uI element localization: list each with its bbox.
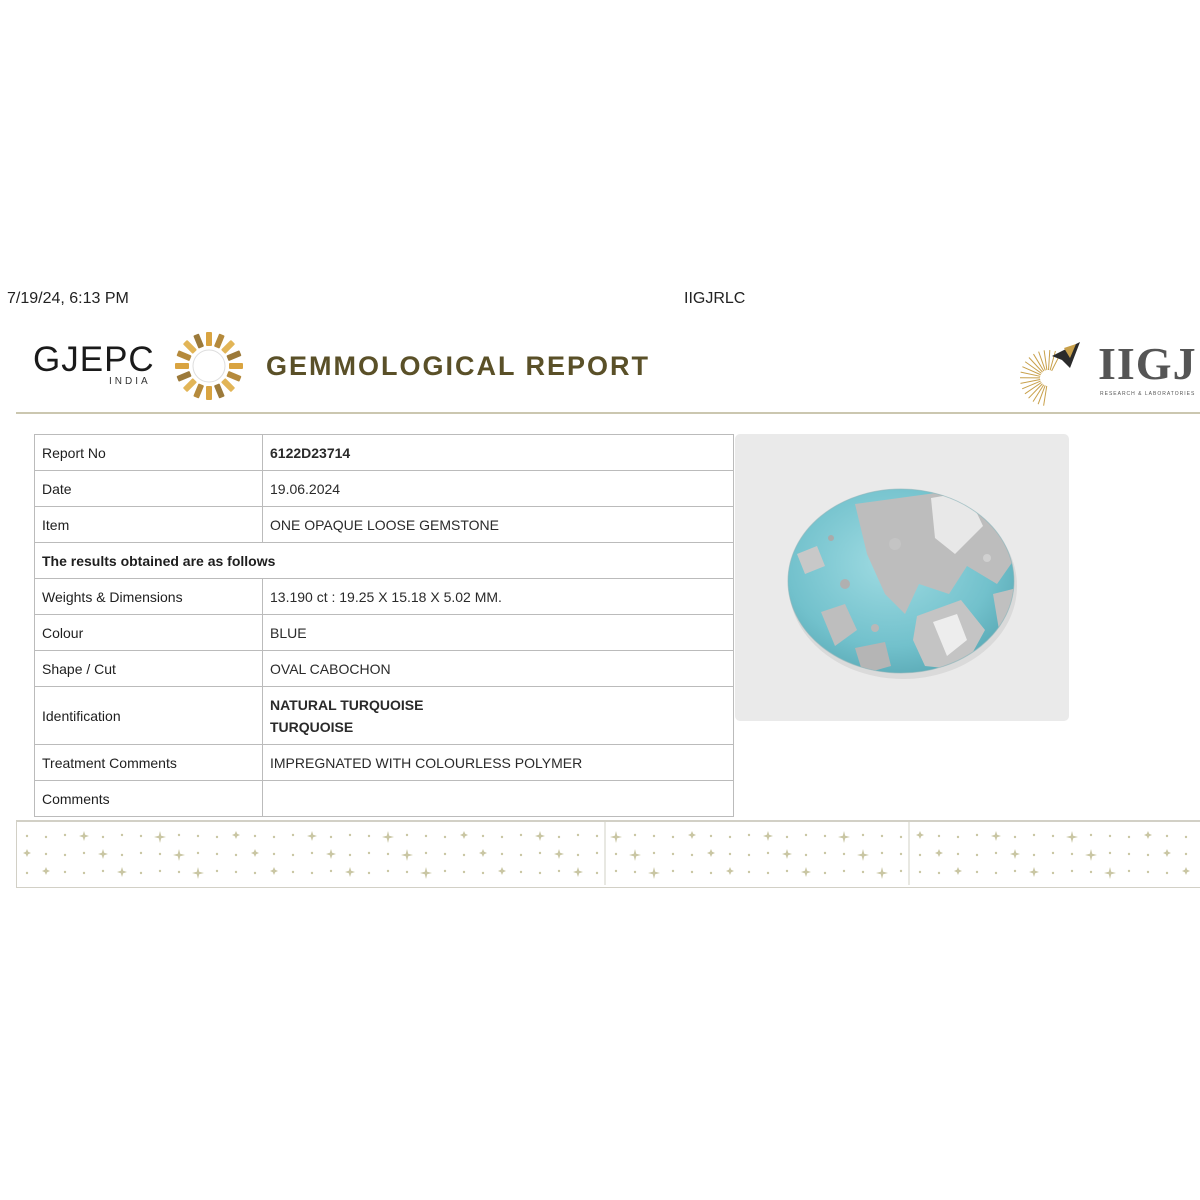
table-row	[35, 471, 734, 507]
section-row	[35, 543, 734, 579]
row-label: Treatment Comments	[35, 745, 263, 781]
identification-line-2: TURQUOISE	[270, 718, 354, 735]
weights-dimensions-value: 13.190 ct : 19.25 X 15.18 X 5.02 MM.	[263, 579, 734, 615]
iigj-subtitle: RESEARCH & LABORATORIES	[1100, 391, 1196, 397]
report-table	[34, 434, 734, 817]
row-label: Identification	[35, 687, 263, 745]
row-label: Comments	[35, 781, 263, 817]
row-label: Report No	[35, 435, 263, 471]
table-row	[35, 651, 734, 687]
row-label: Weights & Dimensions	[35, 579, 263, 615]
turquoise-cabochon-image	[735, 434, 1069, 721]
table-row	[35, 507, 734, 543]
iigj-logo	[1018, 330, 1200, 406]
table-row	[35, 687, 734, 745]
print-datetime: 7/19/24, 6:13 PM	[7, 290, 129, 307]
gjepc-logo	[33, 330, 248, 402]
gjepc-subtitle: INDIA	[109, 376, 151, 387]
table-row	[35, 781, 734, 817]
row-label: Colour	[35, 615, 263, 651]
identification-value	[263, 687, 734, 745]
colour-value: BLUE	[263, 615, 734, 651]
iigj-wordmark: IIGJ	[1098, 338, 1197, 389]
gjepc-sun-emblem-icon	[173, 330, 245, 402]
row-label: Item	[35, 507, 263, 543]
identification-line-1: NATURAL TURQUOISE	[270, 696, 424, 713]
treatment-comments-value: IMPREGNATED WITH COLOURLESS POLYMER	[263, 745, 734, 781]
item-value: ONE OPAQUE LOOSE GEMSTONE	[263, 507, 734, 543]
shape-cut-value: OVAL CABOCHON	[263, 651, 734, 687]
iigj-star-burst-icon	[1018, 336, 1088, 406]
gem-photo	[735, 434, 1069, 721]
gjepc-wordmark: GJEPC	[33, 340, 155, 379]
row-label: Date	[35, 471, 263, 507]
table-row	[35, 745, 734, 781]
sparkle-pattern-icon	[17, 822, 1200, 885]
results-section-heading: The results obtained are as follows	[35, 543, 734, 579]
print-page-title: IIGJRLC	[684, 290, 746, 307]
date-value: 19.06.2024	[263, 471, 734, 507]
row-label: Shape / Cut	[35, 651, 263, 687]
table-row	[35, 579, 734, 615]
decorative-sparkle-band	[16, 820, 1200, 888]
header-divider	[16, 412, 1200, 414]
table-row	[35, 615, 734, 651]
report-heading: GEMMOLOGICAL REPORT	[266, 351, 651, 381]
report-number-value: 6122D23714	[263, 435, 734, 471]
comments-value	[263, 781, 734, 817]
table-row	[35, 435, 734, 471]
